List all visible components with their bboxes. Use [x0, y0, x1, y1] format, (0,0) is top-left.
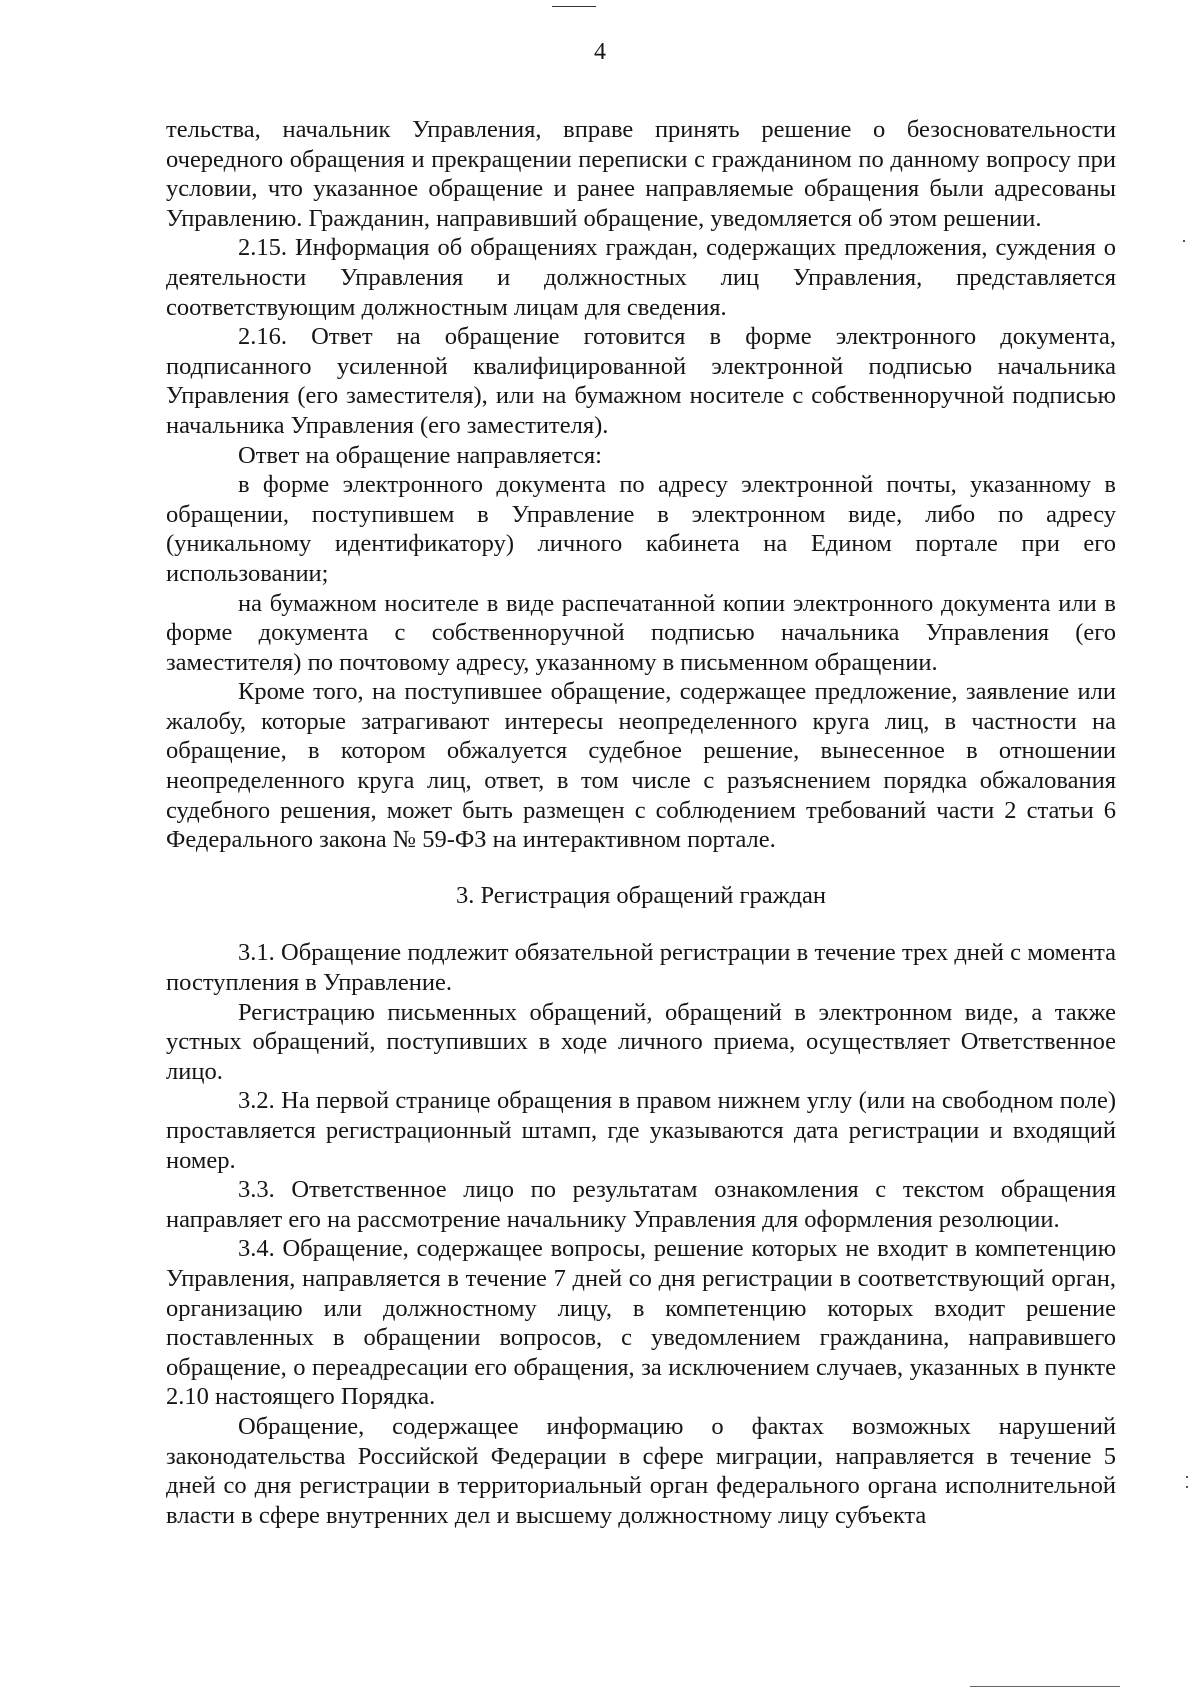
paragraph-3-3: 3.3. Ответственное лицо по результатам ознакомления с текстом обращения направляет его на рассмотрение начальнику Управления для оформления резолюции.	[166, 1176, 1116, 1233]
scan-artifact-bottom	[970, 1686, 1120, 1687]
paragraph-3-1: 3.1. Обращение подлежит обязательной регистрации в течение трех дней с момента поступления в Управление.	[166, 939, 1116, 997]
paragraph-3-2: 3.2. На первой странице обращения в правом нижнем углу (или на свободном поле) проставляется регистрационный штамп, где указываются дата регистрации и входящий номер.	[166, 1087, 1116, 1174]
section-heading: 3. Регистрация обращений граждан	[455, 881, 827, 909]
paragraph-electronic-form: в форме электронного документа по адресу электронной почты, указанному в обращении, поступившем в Управление в электронном виде, либо по адресу (уникальному идентификатору) личного кабинета на Едином портале при его использовании;	[166, 471, 1116, 587]
scan-speck	[1186, 1486, 1188, 1488]
scan-artifact-top	[552, 6, 596, 7]
document-body	[166, 115, 1116, 1530]
paragraph-moreover: Кроме того, на поступившее обращение, содержащее предложение, заявление или жалобу, которые затрагивают интересы неопределенного круга лиц, в частности на обращение, в котором обжалуется судебное решение, вынесенное в отношении неопределенного круга лиц, ответ, в том числе с разъяснением порядка обжалования судебного решения, может быть размещен с соблюдением требований части 2 статьи 6 Федерального закона № 59-ФЗ на интерактивном портале.	[166, 678, 1116, 854]
paragraph-continuation: тельства, начальник Управления, вправе принять решение о безосновательности очередного обращения и прекращении переписки с гражданином по данному вопросу при условии, что указанное обращение и ранее направляемые обращения были адресованы Управлению. Гражданин, направивший обращение, уведомляется об этом решении.	[166, 116, 1116, 232]
paragraph-answer-sent: Ответ на обращение направляется:	[238, 441, 602, 469]
paragraph-paper-form: на бумажном носителе в виде распечатанной копии электронного документа или в форме документа с собственноручной подписью начальника Управления (его заместителя) по почтовому адресу, указанному в письменном обращении.	[166, 589, 1116, 676]
paragraph-migration: Обращение, содержащее информацию о фактах возможных нарушений законодательства Российской Федерации в сфере миграции, направляется в течение 5 дней со дня регистрации в территориальный орган федерального органа исполнительной власти в сфере внутренних дел и высшему должностному лицу субъекта	[166, 1412, 1116, 1529]
scan-speck	[1186, 1476, 1188, 1478]
paragraph-registration: Регистрацию письменных обращений, обращений в электронном виде, а также устных обращений, поступивших в ходе личного приема, осуществляет Ответственное лицо.	[166, 998, 1116, 1085]
paragraph-2-15: 2.15. Информация об обращениях граждан, содержащих предложения, суждения о деятельности Управления и должностных лиц Управления, представляется соответствующим должностным лицам для сведения.	[166, 234, 1116, 321]
paragraph-3-4: 3.4. Обращение, содержащее вопросы, решение которых не входит в компетенцию Управления, направляется в течение 7 дней со дня регистрации в соответствующий орган, организацию или должностному лицу, в компетенцию которых входит решение поставленных в обращении вопросов, с уведомлением гражданина, направившего обращение, о переадресации его обращения, за исключением случаев, указанных в пункте 2.10 настоящего Порядка.	[166, 1235, 1116, 1411]
page-number: 4	[594, 39, 606, 65]
scan-speck	[1183, 240, 1185, 242]
paragraph-2-16: 2.16. Ответ на обращение готовится в форме электронного документа, подписанного усиленной квалифицированной электронной подписью начальника Управления (его заместителя), или на бумажном носителе с собственноручной подписью начальника Управления (его заместителя).	[166, 323, 1116, 439]
